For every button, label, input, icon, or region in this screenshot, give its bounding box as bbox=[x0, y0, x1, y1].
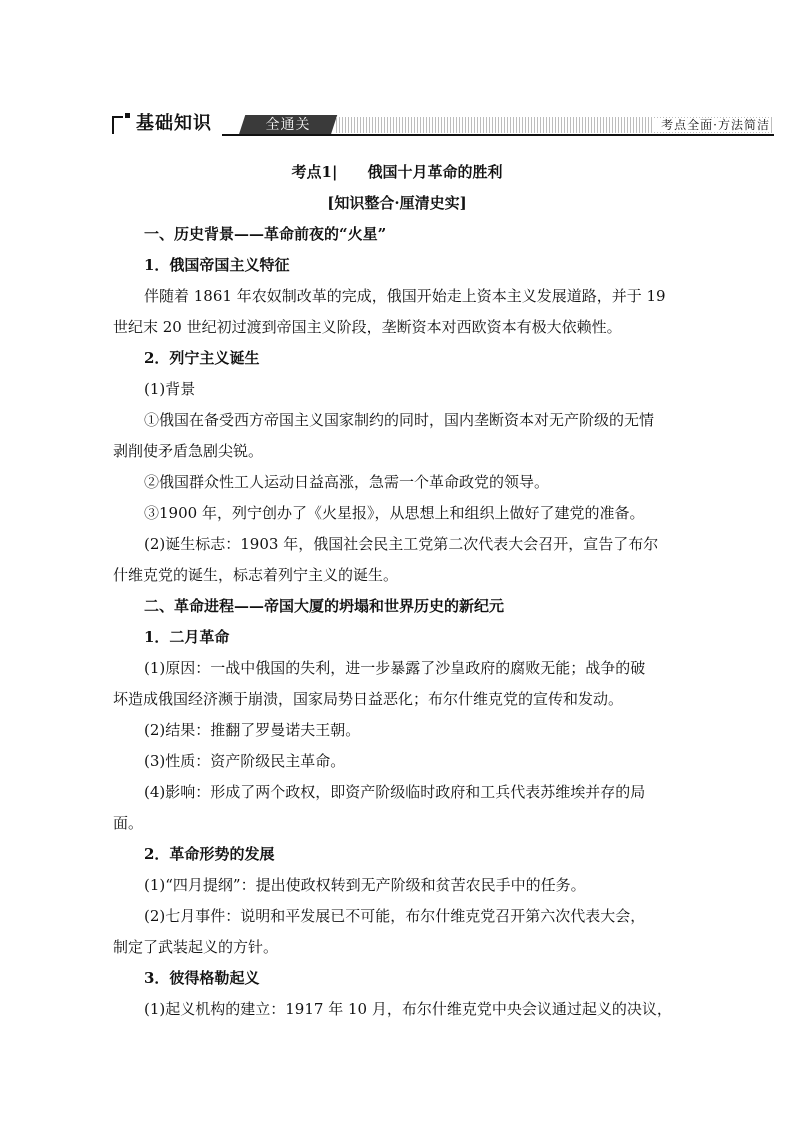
corner-bracket-icon bbox=[112, 116, 123, 134]
paragraph-line: (1)起义机构的建立：1917 年 10 月，布尔什维克党中央会议通过起义的决议， bbox=[144, 1000, 672, 1018]
paragraph-line: 什维克党的诞生，标志着列宁主义的诞生。 bbox=[113, 566, 399, 584]
section-title: 基础知识 bbox=[136, 113, 212, 134]
section-heading: 一、历史背景——革命前夜的“火星” bbox=[144, 225, 387, 243]
paragraph-line: (1)原因：一战中俄国的失利，进一步暴露了沙皇政府的腐败无能；战争的破 bbox=[144, 659, 646, 677]
paragraph-line: (4)影响：形成了两个政权，即资产阶级临时政府和工兵代表苏维埃并存的局 bbox=[144, 783, 646, 801]
paragraph-line: 剥削使矛盾急剧尖锐。 bbox=[113, 442, 264, 460]
subsection-title: 1．二月革命 bbox=[144, 628, 230, 646]
paragraph-line: (3)性质：资产阶级民主革命。 bbox=[144, 752, 346, 770]
paragraph-line: (1)“四月提纲”：提出使政权转到无产阶级和贫苦农民手中的任务。 bbox=[144, 876, 586, 894]
paragraph-line: 伴随着 1861 年农奴制改革的完成，俄国开始走上资本主义发展道路，并于 19 bbox=[144, 287, 666, 305]
paragraph-line: 制定了武装起义的方针。 bbox=[113, 938, 279, 956]
subsection-title: 2．革命形势的发展 bbox=[144, 845, 275, 863]
section-banner bbox=[112, 112, 774, 138]
banner-underline bbox=[222, 134, 774, 136]
banner-tagline: 考点全面·方法简洁 bbox=[653, 118, 770, 132]
paragraph-line: (2)结果：推翻了罗曼诺夫王朝。 bbox=[144, 721, 361, 739]
subsection-title: 2．列宁主义诞生 bbox=[144, 349, 260, 367]
paragraph-line: 坏造成俄国经济濒于崩溃，国家局势日益恶化；布尔什维克党的宣传和发动。 bbox=[113, 690, 624, 708]
item-label: (1)背景 bbox=[144, 380, 196, 398]
badge-label: 全通关 bbox=[265, 117, 311, 133]
paragraph-line: (2)诞生标志：1903 年，俄国社会民主工党第二次代表大会召开，宣告了布尔 bbox=[144, 535, 659, 553]
paragraph-line: 面。 bbox=[113, 814, 144, 832]
paragraph-line: 世纪末 20 世纪初过渡到帝国主义阶段，垄断资本对西欧资本有极大依赖性。 bbox=[113, 318, 622, 336]
topic-heading: 考点1| 俄国十月革命的胜利 bbox=[291, 163, 503, 181]
paragraph-line: ②俄国群众性工人运动日益高涨，急需一个革命政党的领导。 bbox=[144, 473, 550, 491]
paragraph-line: ①俄国在备受西方帝国主义国家制约的同时，国内垄断资本对无产阶级的无情 bbox=[144, 411, 655, 429]
subsection-title: 1．俄国帝国主义特征 bbox=[144, 256, 290, 274]
section-badge bbox=[239, 115, 337, 135]
section-heading: 二、革命进程——帝国大厦的坍塌和世界历史的新纪元 bbox=[144, 597, 505, 615]
subheading: [知识整合·厘清史实] bbox=[327, 194, 467, 212]
square-dot-icon bbox=[125, 113, 130, 118]
subsection-title: 3．彼得格勒起义 bbox=[144, 969, 260, 987]
paragraph-line: (2)七月事件：说明和平发展已不可能，布尔什维克党召开第六次代表大会， bbox=[144, 907, 646, 925]
paragraph-line: ③1900 年，列宁创办了《火星报》，从思想上和组织上做好了建党的准备。 bbox=[144, 504, 645, 522]
